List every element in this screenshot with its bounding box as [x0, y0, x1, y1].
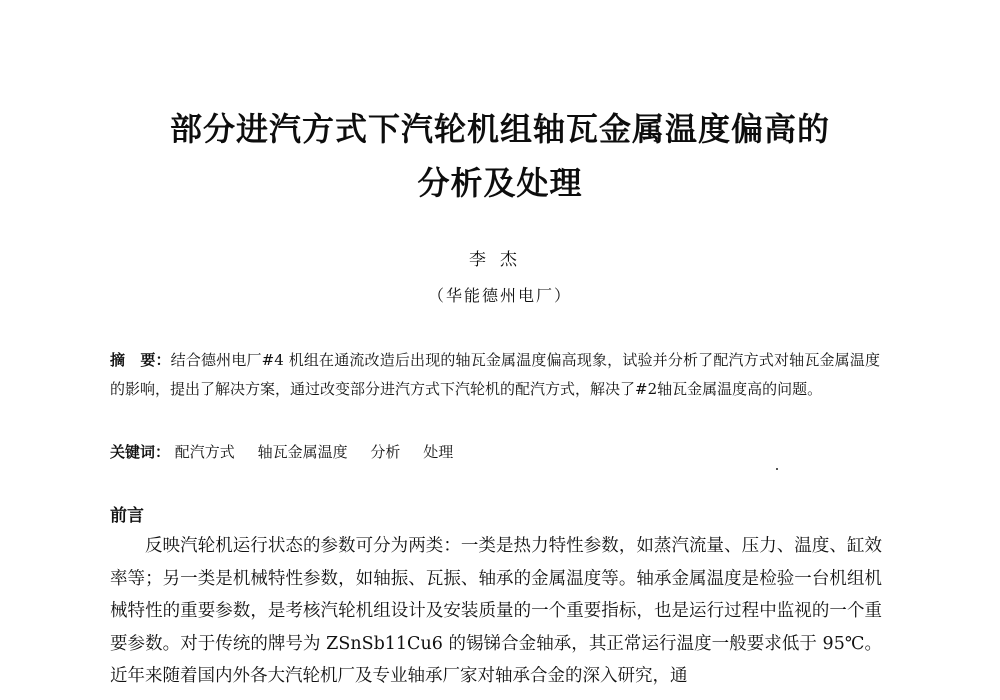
section-heading: 前言 [110, 506, 144, 526]
keyword-item: 分析 [370, 443, 401, 461]
keyword-item: 配汽方式 [174, 443, 235, 461]
scan-speck [776, 468, 778, 470]
section-body-paragraph: 反映汽轮机运行状态的参数可分为两类：一类是热力特性参数，如蒸汽流量、压力、温度、缸效率等；另一类是机械特性参数，如轴振、瓦振、轴承的金属温度等。轴承金属温度是检验一台机组机械特性的重要参数，是考核汽轮机组设计及安装质量的一个重要指标，也是运行过程中监视的一个重要参数。对于传统的牌号为 ZSnSb11Cu6 的锡锑合金轴承，其正常运行温度一般要求低于 95℃。近年来随着国内外各大汽轮机厂及专业轴承厂家对轴承合金的深入研究，通 [110, 536, 882, 686]
paper-title-line-1: 部分进汽方式下汽轮机组轴瓦金属温度偏高的 [169, 110, 830, 148]
keywords-label: 关键词： [110, 443, 171, 461]
author-affiliation: （华能德州电厂） [427, 286, 572, 305]
keyword-item: 处理 [423, 443, 454, 461]
abstract-label: 摘 要： [110, 351, 171, 369]
keywords [110, 438, 880, 467]
author-name: 李杰 [469, 250, 531, 270]
paper-title-line-2: 分析及处理 [417, 164, 583, 202]
abstract [110, 346, 880, 404]
abstract-text: 结合德州电厂#4 机组在通流改造后出现的轴瓦金属温度偏高现象，试验并分析了配汽方式对轴瓦金属温度的影响，提出了解决方案，通过改变部分进汽方式下汽轮机的配汽方式，解决了#2轴瓦金属温度高的问题。 [110, 351, 880, 398]
keyword-item: 轴瓦金属温度 [257, 443, 348, 461]
